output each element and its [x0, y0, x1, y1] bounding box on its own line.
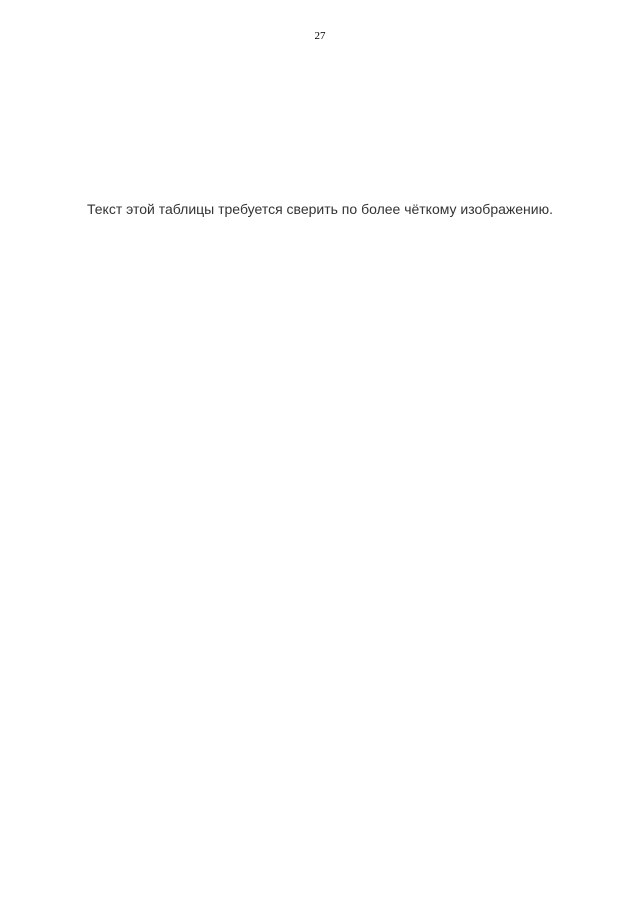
transcription-notice: Текст этой таблицы требуется сверить по более чёткому изображению.: [87, 201, 553, 217]
page-number: 27: [314, 30, 326, 42]
